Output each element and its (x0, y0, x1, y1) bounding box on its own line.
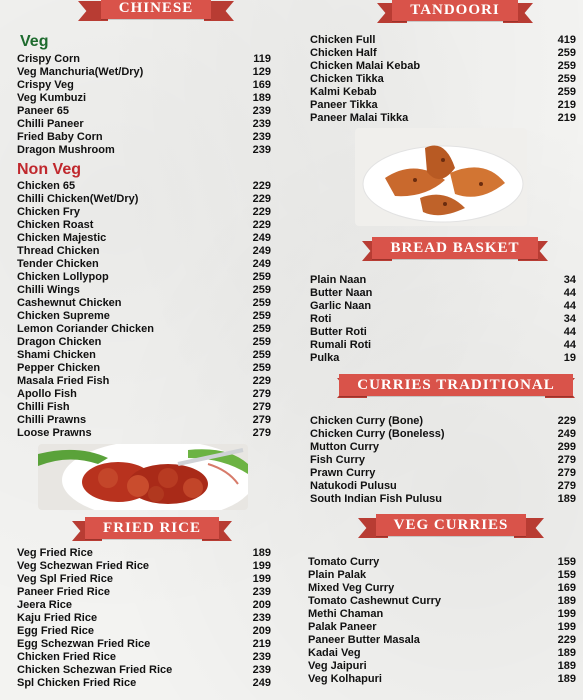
menu-item-name: Tender Chicken (17, 258, 99, 270)
menu-item-price: 279 (557, 454, 576, 466)
menu-item-price: 259 (557, 60, 576, 72)
menu-item (308, 634, 576, 647)
nonveg-label: Non Veg (17, 161, 82, 178)
menu-item-name: Plain Palak (308, 569, 367, 581)
menu-item-name: Tomato Cashewnut Curry (308, 595, 442, 607)
menu-item-price: 259 (557, 73, 576, 85)
menu-item-name: South Indian Fish Pulusu (310, 493, 442, 505)
menu-item-name: Palak Paneer (308, 621, 377, 633)
menu-item (17, 219, 271, 232)
menu-item (17, 677, 271, 690)
menu-item-price: 259 (252, 336, 271, 348)
menu-item (17, 427, 271, 440)
menu-item (17, 414, 271, 427)
menu-item-name: Mutton Curry (310, 441, 380, 453)
menu-item (17, 664, 271, 677)
menu-item-price: 229 (252, 206, 271, 218)
menu-item-name: Thread Chicken (17, 245, 100, 257)
menu-item-price: 259 (557, 47, 576, 59)
menu-item-name: Chicken Fried Rice (17, 651, 117, 663)
menu-item-price: 239 (252, 105, 271, 117)
menu-item (17, 271, 271, 284)
menu-item-name: Rumali Roti (310, 339, 372, 351)
menu-item (17, 79, 271, 92)
menu-item-name: Natukodi Pulusu (310, 480, 397, 492)
menu-item-name: Paneer Fried Rice (17, 586, 110, 598)
menu-item-name: Chicken Malai Kebab (310, 60, 421, 72)
menu-item-price: 34 (563, 313, 576, 325)
menu-item-name: Methi Chaman (308, 608, 384, 620)
menu-item (310, 47, 576, 60)
menu-item (310, 428, 576, 441)
menu-item-name: Garlic Naan (310, 300, 372, 312)
menu-item-name: Chicken Full (310, 34, 376, 46)
fried-rice-banner (72, 515, 232, 541)
menu-item-name: Butter Roti (310, 326, 367, 338)
veg-curries-items-list (308, 556, 576, 686)
menu-item-price: 219 (557, 99, 576, 111)
menu-item-price: 209 (252, 625, 271, 637)
menu-item-price: 229 (557, 634, 576, 646)
menu-item-price: 229 (252, 375, 271, 387)
menu-item (17, 651, 271, 664)
menu-item-name: Chicken Tikka (310, 73, 384, 85)
fried-rice-title: FRIED RICE (85, 517, 219, 539)
nonveg-items-list (17, 180, 271, 440)
menu-item (17, 599, 271, 612)
menu-item-name: Veg Kumbuzi (17, 92, 87, 104)
menu-item (310, 73, 576, 86)
menu-item (310, 34, 576, 47)
menu-item-name: Pepper Chicken (17, 362, 101, 374)
menu-item-name: Veg Kolhapuri (308, 673, 382, 685)
menu-item (308, 660, 576, 673)
menu-item (17, 375, 271, 388)
menu-item-name: Kalmi Kebab (310, 86, 377, 98)
menu-item-price: 279 (252, 414, 271, 426)
menu-item-name: Chicken Roast (17, 219, 94, 231)
menu-item-price: 199 (252, 573, 271, 585)
menu-item-price: 159 (557, 556, 576, 568)
menu-item (17, 638, 271, 651)
menu-item-price: 189 (252, 92, 271, 104)
menu-item (310, 480, 576, 493)
menu-item-name: Chicken Curry (Bone) (310, 415, 424, 427)
menu-item (17, 560, 271, 573)
menu-item-name: Butter Naan (310, 287, 373, 299)
menu-item (310, 99, 576, 112)
curries-traditional-banner (337, 372, 575, 398)
menu-item (17, 105, 271, 118)
menu-item-price: 189 (557, 493, 576, 505)
bread-basket-banner (362, 235, 548, 261)
menu-item-name: Chicken 65 (17, 180, 76, 192)
menu-item-price: 199 (252, 560, 271, 572)
menu-item-price: 209 (252, 599, 271, 611)
tandoori-items-list (310, 34, 576, 125)
menu-item-price: 279 (557, 480, 576, 492)
menu-item-price: 44 (563, 326, 576, 338)
menu-item-price: 279 (557, 467, 576, 479)
menu-item-name: Chicken Majestic (17, 232, 107, 244)
menu-item-name: Apollo Fish (17, 388, 77, 400)
menu-item-price: 44 (563, 339, 576, 351)
menu-item (310, 454, 576, 467)
menu-item (310, 441, 576, 454)
menu-item-price: 219 (252, 638, 271, 650)
menu-item (310, 339, 576, 352)
menu-item-price: 279 (252, 401, 271, 413)
veg-curries-title: VEG CURRIES (376, 514, 527, 536)
menu-item-price: 419 (557, 34, 576, 46)
menu-item-price: 299 (557, 441, 576, 453)
tandoori-chicken-image (355, 128, 527, 226)
menu-item-price: 259 (252, 310, 271, 322)
menu-item-name: Crispy Veg (17, 79, 74, 91)
menu-item (17, 232, 271, 245)
menu-item-price: 189 (557, 647, 576, 659)
menu-item-name: Shami Chicken (17, 349, 96, 361)
menu-item-price: 229 (252, 219, 271, 231)
menu-item (310, 300, 576, 313)
menu-item-price: 129 (252, 66, 271, 78)
menu-item-name: Veg Spl Fried Rice (17, 573, 113, 585)
menu-item (17, 180, 271, 193)
menu-item (310, 274, 576, 287)
menu-item (310, 326, 576, 339)
menu-item-price: 189 (252, 547, 271, 559)
menu-item (17, 323, 271, 336)
chicken-manchurian-image (38, 444, 248, 510)
menu-item-price: 259 (252, 349, 271, 361)
menu-item-price: 34 (563, 274, 576, 286)
menu-item (310, 287, 576, 300)
menu-item-name: Tomato Curry (308, 556, 380, 568)
bread-basket-title: BREAD BASKET (372, 237, 537, 259)
menu-item (17, 53, 271, 66)
menu-item-price: 259 (252, 297, 271, 309)
menu-item-price: 239 (252, 144, 271, 156)
chinese-banner (78, 0, 234, 21)
menu-item (310, 112, 576, 125)
menu-item-price: 249 (252, 232, 271, 244)
menu-item-name: Paneer Malai Tikka (310, 112, 409, 124)
menu-item-name: Egg Schezwan Fried Rice (17, 638, 151, 650)
menu-item (308, 608, 576, 621)
menu-item-name: Paneer Tikka (310, 99, 378, 111)
menu-item-name: Chilli Fish (17, 401, 70, 413)
veg-curries-banner (358, 512, 544, 538)
menu-item (17, 297, 271, 310)
menu-item-name: Cashewnut Chicken (17, 297, 122, 309)
menu-item-price: 259 (252, 271, 271, 283)
menu-item (17, 388, 271, 401)
menu-item (17, 612, 271, 625)
menu-item-price: 189 (557, 660, 576, 672)
menu-item-price: 229 (252, 180, 271, 192)
menu-item-price: 249 (252, 258, 271, 270)
menu-item-name: Chilli Paneer (17, 118, 84, 130)
menu-item (310, 352, 576, 365)
menu-item-name: Fried Baby Corn (17, 131, 103, 143)
menu-item-price: 239 (252, 586, 271, 598)
menu-item (17, 206, 271, 219)
menu-item-price: 259 (557, 86, 576, 98)
menu-item-name: Chicken Curry (Boneless) (310, 428, 445, 440)
menu-item-price: 239 (252, 664, 271, 676)
menu-item (17, 573, 271, 586)
menu-item-name: Chilli Chicken(Wet/Dry) (17, 193, 139, 205)
menu-item (310, 313, 576, 326)
menu-item-name: Plain Naan (310, 274, 367, 286)
menu-item-price: 259 (252, 323, 271, 335)
menu-item-price: 259 (252, 362, 271, 374)
menu-item-name: Mixed Veg Curry (308, 582, 395, 594)
menu-item (310, 467, 576, 480)
menu-item-price: 219 (557, 112, 576, 124)
menu-item (17, 144, 271, 157)
menu-item-price: 249 (252, 245, 271, 257)
menu-item (308, 673, 576, 686)
menu-item-price: 189 (557, 595, 576, 607)
menu-item-price: 19 (563, 352, 576, 364)
menu-item-name: Chicken Half (310, 47, 377, 59)
chinese-food-photo (38, 444, 248, 510)
menu-item (310, 493, 576, 506)
menu-item-name: Fish Curry (310, 454, 366, 466)
menu-item (17, 258, 271, 271)
veg-items-list (17, 53, 271, 157)
menu-item (308, 621, 576, 634)
menu-item-price: 169 (252, 79, 271, 91)
menu-item (17, 547, 271, 560)
menu-item-name: Chicken Schezwan Fried Rice (17, 664, 173, 676)
menu-item-price: 199 (557, 621, 576, 633)
menu-item (17, 92, 271, 105)
menu-item-price: 44 (563, 287, 576, 299)
menu-item (308, 595, 576, 608)
menu-item (17, 245, 271, 258)
menu-item-name: Kaju Fried Rice (17, 612, 98, 624)
fried-rice-items-list (17, 547, 271, 690)
menu-item (17, 310, 271, 323)
menu-item-name: Chicken Supreme (17, 310, 110, 322)
menu-item-name: Pulka (310, 352, 340, 364)
curries-traditional-title: CURRIES TRADITIONAL (339, 374, 573, 396)
menu-item (17, 401, 271, 414)
menu-item-price: 239 (252, 118, 271, 130)
menu-item (17, 625, 271, 638)
menu-item (17, 131, 271, 144)
chinese-title: CHINESE (101, 0, 212, 19)
menu-item-name: Chicken Fry (17, 206, 80, 218)
menu-item-price: 44 (563, 300, 576, 312)
curries-items-list (310, 415, 576, 506)
veg-label: Veg (20, 33, 49, 50)
menu-item-price: 169 (557, 582, 576, 594)
bread-items-list (310, 274, 576, 365)
menu-item-price: 239 (252, 131, 271, 143)
menu-item (17, 336, 271, 349)
tandoori-food-photo (355, 128, 527, 226)
tandoori-banner (377, 0, 533, 23)
menu-item-name: Loose Prawns (17, 427, 92, 439)
menu-item (17, 118, 271, 131)
menu-item-price: 279 (252, 388, 271, 400)
menu-item-price: 279 (252, 427, 271, 439)
menu-item-name: Chicken Lollypop (17, 271, 109, 283)
menu-item-name: Spl Chicken Fried Rice (17, 677, 137, 689)
menu-item-price: 239 (252, 612, 271, 624)
menu-item-name: Kadai Veg (308, 647, 361, 659)
menu-item-name: Egg Fried Rice (17, 625, 95, 637)
menu-item-name: Chilli Prawns (17, 414, 87, 426)
menu-item-name: Lemon Coriander Chicken (17, 323, 154, 335)
menu-item-name: Veg Jaipuri (308, 660, 367, 672)
menu-item-name: Dragon Chicken (17, 336, 102, 348)
menu-item-name: Roti (310, 313, 332, 325)
menu-item-price: 199 (557, 608, 576, 620)
menu-item-name: Chilli Wings (17, 284, 80, 296)
menu-item (308, 569, 576, 582)
menu-item-price: 259 (252, 284, 271, 296)
menu-item-name: Prawn Curry (310, 467, 376, 479)
menu-item (17, 349, 271, 362)
menu-item (310, 415, 576, 428)
menu-item-name: Jeera Rice (17, 599, 73, 611)
menu-item-name: Paneer 65 (17, 105, 69, 117)
menu-item (310, 60, 576, 73)
menu-item (17, 362, 271, 375)
menu-item-name: Masala Fried Fish (17, 375, 110, 387)
menu-item (17, 193, 271, 206)
menu-item-price: 119 (253, 53, 271, 65)
menu-item (17, 586, 271, 599)
menu-item-price: 159 (557, 569, 576, 581)
menu-item-name: Dragon Mushroom (17, 144, 115, 156)
menu-item (17, 66, 271, 79)
menu-item (308, 647, 576, 660)
menu-item-price: 239 (252, 651, 271, 663)
menu-item-name: Veg Fried Rice (17, 547, 93, 559)
menu-item-name: Veg Manchuria(Wet/Dry) (17, 66, 144, 78)
menu-item-name: Crispy Corn (17, 53, 80, 65)
menu-item-price: 249 (557, 428, 576, 440)
tandoori-title: TANDOORI (392, 0, 517, 21)
menu-item (310, 86, 576, 99)
menu-item-price: 229 (557, 415, 576, 427)
menu-item-price: 189 (557, 673, 576, 685)
menu-item-price: 229 (252, 193, 271, 205)
menu-item-price: 249 (252, 677, 271, 689)
menu-item-name: Paneer Butter Masala (308, 634, 420, 646)
menu-item (308, 582, 576, 595)
menu-item-name: Veg Schezwan Fried Rice (17, 560, 150, 572)
menu-item (17, 284, 271, 297)
menu-item (308, 556, 576, 569)
